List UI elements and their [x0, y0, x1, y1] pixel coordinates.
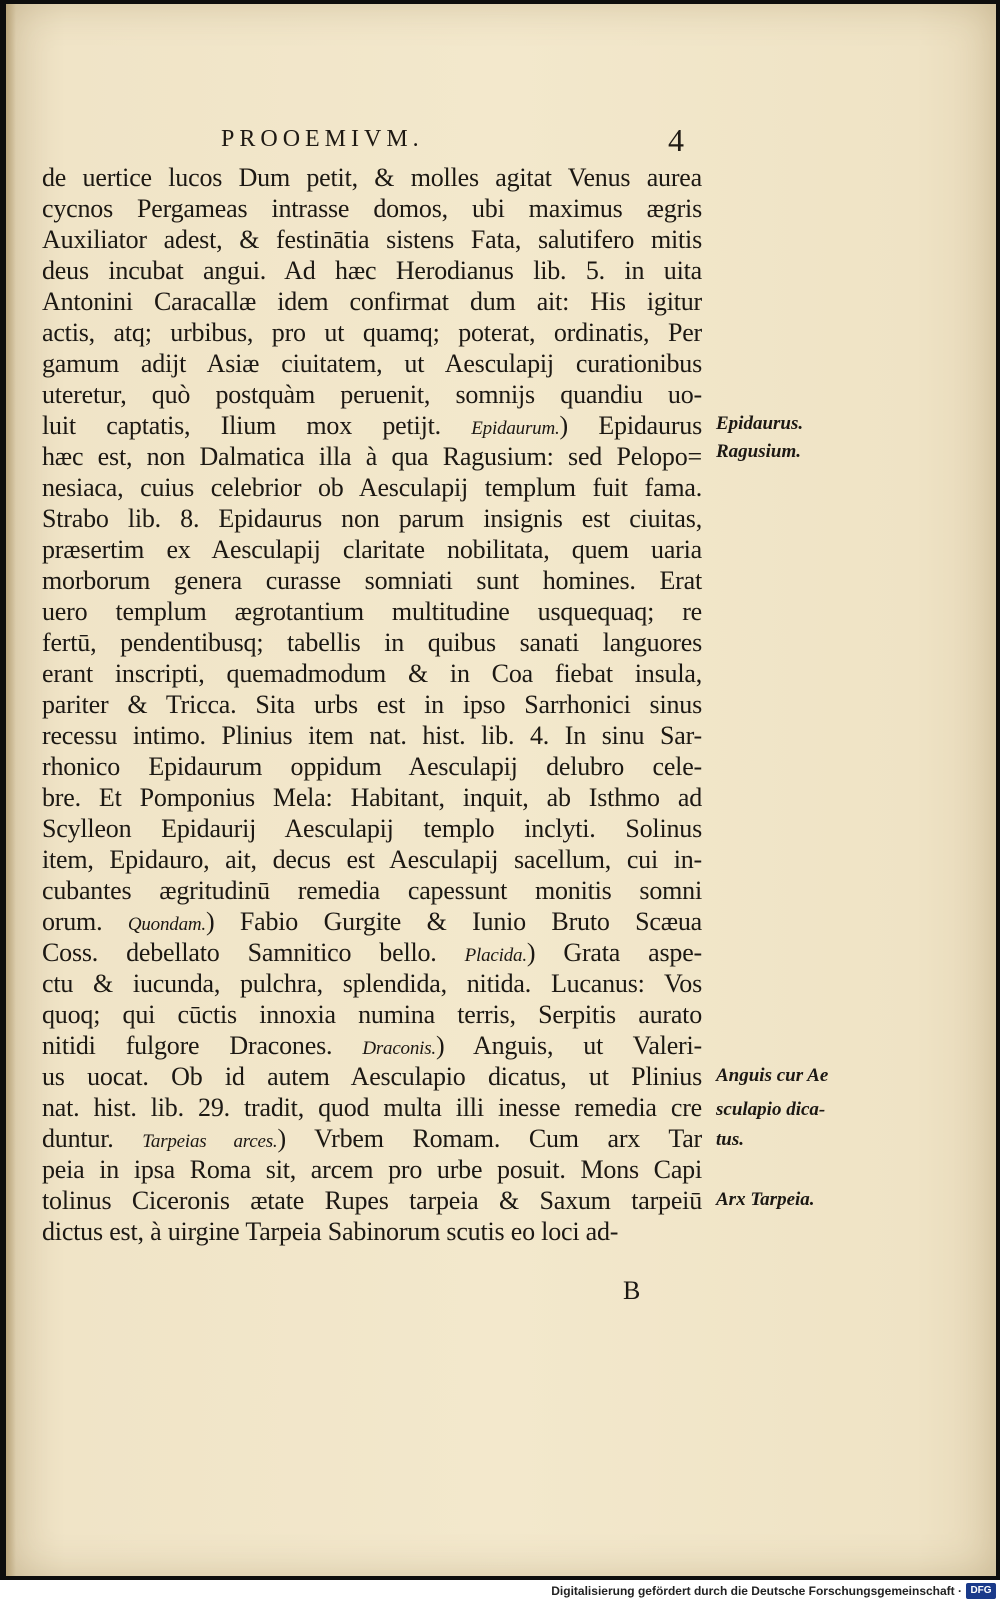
text-line: de uertice lucos Dum petit, & molles agitat Venus aurea — [42, 163, 702, 192]
text-line: deus incubat angui. Ad hæc Herodianus lib. 5. in uita — [42, 256, 702, 285]
text-line: ctu & iucunda, pulchra, splendida, nitida. Lucanus: Vos — [42, 969, 702, 998]
commentary-lemma: Quondam. — [127, 914, 206, 935]
text-line: pariter & Tricca. Sita urbs est in ipso Sarrhonici sinus — [42, 690, 702, 719]
margin-note: Anguis cur Ae — [716, 1065, 829, 1086]
text-line: morborum genera curasse somniati sunt homines. Erat — [42, 566, 702, 595]
text-line: nitidi fulgore Dracones. Draconis.) Anguis, ut Valeri- — [42, 1031, 702, 1060]
text-line: rhonico Epidaurum oppidum Aesculapij delubro cele- — [42, 752, 702, 781]
text-line: Auxiliator adest, & festinātia sistens Fata, salutifero mitis — [42, 225, 702, 254]
page-number: 4 — [668, 122, 684, 158]
text-line: Antonini Caracallæ idem confirmat dum ait: His igitur — [42, 287, 702, 316]
margin-note: tus. — [716, 1129, 744, 1150]
text-line: bre. Et Pomponius Mela: Habitant, inquit, ab Isthmo ad — [42, 783, 702, 812]
book-page — [6, 4, 996, 1576]
text-line: cubantes ægritudinū remedia capessunt monitis somni — [42, 876, 702, 905]
margin-note: sculapio dica- — [716, 1099, 826, 1120]
text-line: dictus est, à uirgine Tarpeia Sabinorum scutis eo loci ad- — [42, 1217, 619, 1246]
funding-credit: Digitalisierung gefördert durch die Deutsche Forschungsgemeinschaft · — [551, 1584, 962, 1598]
footer-bar — [0, 1580, 1000, 1604]
text-line: nesiaca, cuius celebrior ob Aesculapij templum fuit fama. — [42, 473, 702, 502]
text-line: uero templum ægrotantium multitudine usquequaq; re — [42, 597, 702, 626]
text-line: gamum adijt Asiæ ciuitatem, ut Aesculapij curationibus — [42, 349, 702, 378]
dfg-logo: DFG — [966, 1583, 996, 1599]
text-line: Coss. debellato Samnitico bello. Placida.) Grata aspe- — [42, 938, 702, 967]
text-line: uteretur, quò postquàm peruenit, somnijs quandiu uo- — [42, 380, 702, 409]
text-line: Strabo lib. 8. Epidaurus non parum insignis est ciuitas, — [42, 504, 702, 533]
text-line: erant inscripti, quemadmodum & in Coa fiebat insula, — [42, 659, 702, 688]
text-line: fertū, pendentibusq; tabellis in quibus sanati languores — [42, 628, 702, 657]
page-gutter-shadow — [6, 4, 16, 1576]
catchword: B — [623, 1276, 641, 1305]
text-line: quoq; qui cūctis innoxia numina terris, Serpitis aurato — [42, 1000, 702, 1029]
text-line: hæc est, non Dalmatica illa à qua Ragusium: sed Pelopo= — [42, 442, 702, 471]
commentary-lemma: Placida. — [464, 945, 527, 966]
text-line: præsertim ex Aesculapij claritate nobilitata, quem uaria — [42, 535, 702, 564]
text-line: orum. Quondam.) Fabio Gurgite & Iunio Bruto Scæua — [42, 907, 703, 936]
text-line: tolinus Ciceronis ætate Rupes tarpeia & Saxum tarpeiū — [42, 1186, 702, 1215]
text-line: actis, atq; urbibus, pro ut quamq; poterat, ordinatis, Per — [42, 318, 702, 347]
margin-note: Arx Tarpeia. — [716, 1189, 815, 1210]
running-head: PROOEMIVM. — [221, 126, 424, 152]
text-line: cycnos Pergameas intrasse domos, ubi maximus ægris — [42, 194, 702, 223]
text-line: peia in ipsa Roma sit, arcem pro urbe posuit. Mons Capi — [42, 1155, 702, 1184]
margin-note: Ragusium. — [716, 441, 802, 462]
text-line: luit captatis, Ilium mox petijt. Epidaurum.) Epidaurus — [42, 411, 702, 440]
text-line: nat. hist. lib. 29. tradit, quod multa illi inesse remedia cre — [42, 1093, 702, 1122]
commentary-lemma: Tarpeias arces. — [142, 1131, 278, 1152]
commentary-lemma: Epidaurum. — [471, 418, 560, 439]
margin-note: Epidaurus. — [716, 413, 804, 434]
text-line: Scylleon Epidaurij Aesculapij templo inclyti. Solinus — [42, 814, 702, 843]
text-line: duntur. Tarpeias arces.) Vrbem Romam. Cum arx Tar — [42, 1124, 702, 1153]
body-text — [42, 162, 702, 1247]
text-line: recessu intimo. Plinius item nat. hist. lib. 4. In sinu Sar- — [42, 721, 702, 750]
text-line: item, Epidauro, ait, decus est Aesculapij sacellum, cui in- — [42, 845, 702, 874]
text-line: us uocat. Ob id autem Aesculapio dicatus, ut Plinius — [42, 1062, 702, 1091]
commentary-lemma: Draconis. — [362, 1038, 436, 1059]
